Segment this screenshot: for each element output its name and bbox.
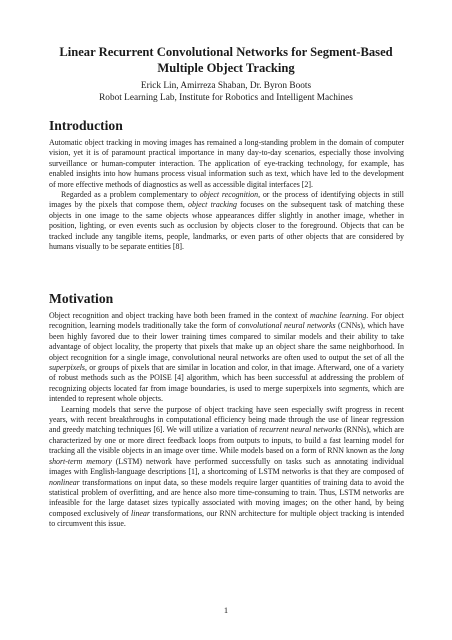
section-heading-motivation: Motivation [49,291,114,306]
author-block [40,80,412,104]
intro-paragraph-1: Automatic object tracking in moving images has remained a long-standing problem in the domain of computer vision, yet it is of paramount practical importance in many day-to-day scenarios, especially those involving surveillance or human-computer interaction. The application of eye-tracking technology, for example, has enabled insights into how humans process visual information such as text, which have led to the development of more effective methods of diagnostics as well as accessible digital interfaces [2]. [49,138,404,189]
paper-title [40,44,412,76]
title-line-1: Linear Recurrent Convolutional Networks for Segment-Based [59,45,393,59]
motivation-body [49,311,404,530]
motivation-paragraph-1: Object recognition and object tracking have both been framed in the context of machine learning. For object recognition, learning models traditionally take the form of convolutional neural networks (CNNs), which have been highly favored due to their lower training times compared to similar models and their ability to take advantage of object locality, the property that pixels that make up an object share the same neighborhood. In object recognition for a single image, convolutional neural networks are often used to output the set of all the superpixels, or groups of pixels that are similar in location and color, in that image. Afterward, one of a variety of robust methods such as the POISE [4] algorithm, which has been successful at addressing the problem of recognizing objects located far from image boundaries, is used to merge superpixels into segments, which are intended to represent whole objects. [49,311,404,404]
intro-paragraph-2: Regarded as a problem complementary to object recognition, or the process of identifying objects in still images by the pixels that compose them, object tracking focuses on the subsequent task of matching these objects in one image to the same objects whose appearances differ slightly in another image, whether in position, lighting, or even events such as occlusion by objects closer to the foreground. Objects that can be tracked include any tangible items, people, landmarks, or even parts of other objects that are considered by humans visually to be separate entities [8]. [49,190,404,252]
page-number: 1 [223,605,229,615]
author-affiliation: Robot Learning Lab, Institute for Robotics and Intelligent Machines [99,93,353,103]
title-line-2: Multiple Object Tracking [157,61,295,75]
section-heading-introduction: Introduction [49,118,123,133]
author-names: Erick Lin, Amirreza Shaban, Dr. Byron Boots [140,81,312,91]
motivation-paragraph-2: Learning models that serve the purpose of object tracking have seen especially swift progress in recent years, with recent breakthroughs in computational efficiency being made through the use of linear regression and greedy matching techniques [6]. We will utilize a variation of recurrent neural networks (RNNs), which are characterized by one or more direct feedback loops from outputs to inputs, to build a fast learning model for tracking all the visible objects in an image over time. While models based on a form of RNN known as the long short-term memory (LSTM) network have performed successfully on tasks such as annotating individual images with English-language descriptions [1], a shortcoming of LSTM networks is that they are composed of nonlinear transformations on input data, so these models require larger quantities of training data to avoid the statistical problem of overfitting, and are hence also more time-consuming to train. Thus, LSTM networks are infeasible for the large dataset sizes typically associated with moving images; on the other hand, by being composed exclusively of linear transformations, our RNN architecture for multiple object tracking is intended to circumvent this issue. [49,404,404,529]
introduction-body [49,138,404,252]
